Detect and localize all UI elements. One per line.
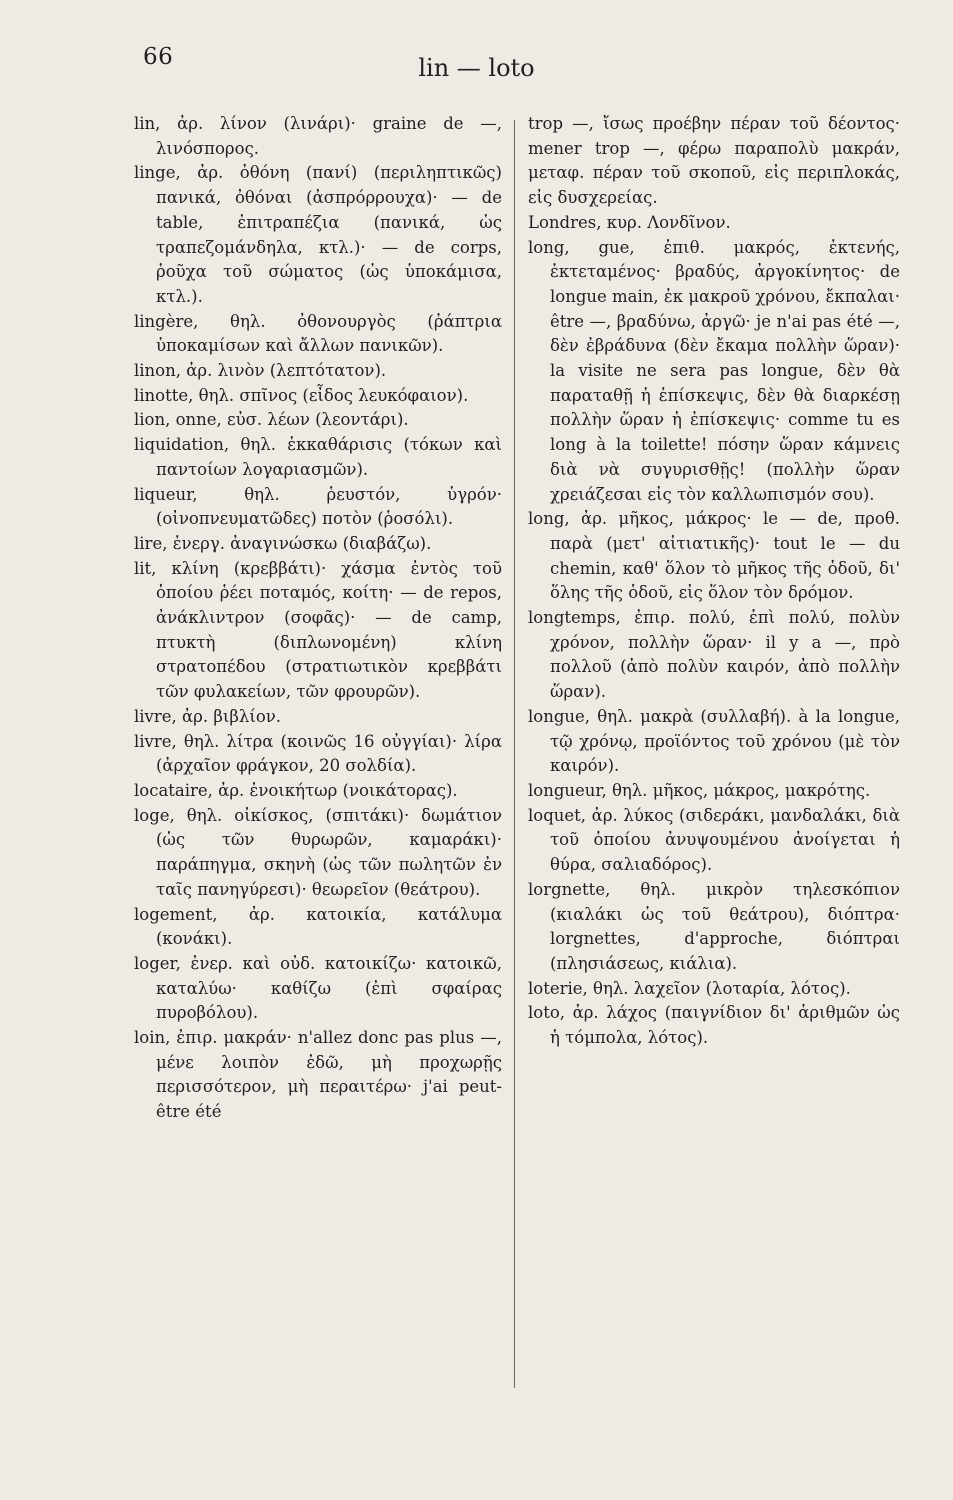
entry-loin: loin, ἐπιρ. μακράν· n'allez donc pas plus —, μένε λοιπὸν ἐδῶ, μὴ προχωρῇς περισσότερον, μὴ περαιτέρω· j'ai peut-être été xyxy=(134,1028,502,1122)
entry-lingere: lingère, θηλ. ὀθονουργὸς (ῥάπτρια ὑποκαμίσων καὶ ἄλλων πανικῶν). xyxy=(134,311,502,356)
entry-loto: loto, ἀρ. λάχος (παιγνίδιον δι' ἀριθμῶν ὡς ἡ τόμπολα, λότος). xyxy=(528,1003,900,1048)
page-number: 66 xyxy=(143,44,174,70)
entry-liquidation: liquidation, θηλ. ἐκκαθάρισις (τόκων καὶ παντοίων λογαριασμῶν). xyxy=(134,435,502,479)
entry-loterie: loterie, θηλ. λαχεῖον (λοταρία, λότος). xyxy=(528,978,851,998)
entry-liqueur: liqueur, θηλ. ῥευστόν, ὑγρόν· (οἰνοπνευματῶδες) ποτὸν (ῥοσόλι). xyxy=(134,484,502,529)
entry-linotte: linotte, θηλ. σπῖνος (εἶδος λευκόφαιον). xyxy=(134,385,469,405)
entry-logement: logement, ἀρ. κατοικία, κατάλυμα (κονάκι). xyxy=(134,904,502,949)
entry-lin: lin, ἀρ. λίνον (λινάρι)· graine de —, λινόσπορος. xyxy=(134,114,502,158)
entry-livre-m: livre, ἀρ. βιβλίον. xyxy=(134,706,282,726)
entry-linge: linge, ἀρ. ὀθόνη (πανί) (περιληπτικῶς) πανικά, ὀθόναι (ἀσπρόρρουχα)· — de table, ἐπιτραπέζια (πανικά, ὡς τραπεζομάνδηλα, κτλ.)· — de corps, ῥοῦχα τοῦ σώματος (ὡς ὑποκάμισα, κτλ.). xyxy=(134,163,502,306)
left-column xyxy=(134,112,502,1412)
right-column xyxy=(528,112,900,1412)
entry-lire: lire, ἐνεργ. ἀναγινώσκω (διαβάζω). xyxy=(134,533,432,553)
entry-londres: Londres, κυρ. Λονδῖνον. xyxy=(528,212,731,232)
entry-long-noun: long, ἀρ. μῆκος, μάκρος· le — de, προθ. παρὰ (μετ' αἰτιατικῆς)· tout le — du chemin, καθ' ὅλον τὸ μῆκος τῆς ὁδοῦ, δι' ὅλης τῆς ὁδοῦ, εἰς ὅλον τὸν δρόμον. xyxy=(528,509,900,603)
column-rule xyxy=(514,120,515,1388)
entry-long-adj: long, gue, ἐπιθ. μακρός, ἐκτενής, ἐκτεταμένος· βραδύς, ἀργοκίνητος· de longue main, ἐκ μακροῦ χρόνου, ἔκπαλαι· être —, βραδύνω, ἀργῶ· je n'ai pas été —, δὲν ἐβράδυνα (δὲν ἔκαμα πολλὴν ὥραν)· la visite ne sera pas longue, δὲν θὰ παραταθῇ ἡ ἐπίσκεψις, δὲν θὰ διαρκέσῃ πολλὴν ὥραν ἡ ἐπίσκεψις· comme tu es long à la toilette! πόσην ὥραν κάμνεις διὰ νὰ συγυρισθῇς! (πολλὴν ὥραν χρειάζεσαι εἰς τὸν καλλωπισμόν σου). xyxy=(528,237,900,504)
entry-longtemps: longtemps, ἐπιρ. πολύ, ἐπὶ πολύ, πολὺν χρόνον, πολλὴν ὥραν· il y a —, πρὸ πολλοῦ (ἀπὸ πολὺν καιρόν, ἀπὸ πολλὴν ὥραν). xyxy=(528,608,900,702)
entry-loge: loge, θηλ. οἰκίσκος, (σπιτάκι)· δωμάτιον (ὡς τῶν θυρωρῶν, καμαράκι)· παράπηγμα, σκηνὴ (ὡς τῶν πωλητῶν ἐν ταῖς πανηγύρεσι)· θεωρεῖον (θεάτρου). xyxy=(134,805,502,899)
entry-lorgnette: lorgnette, θηλ. μικρὸν τηλεσκόπιον (κιαλάκι ὡς τοῦ θεάτρου), διόπτρα· lorgnettes, d'approche, διόπτραι (πλησιάσεως, κιάλια). xyxy=(528,879,900,973)
entry-locataire: locataire, ἀρ. ἐνοικήτωρ (νοικάτορας). xyxy=(134,780,458,800)
entry-livre-f: livre, θηλ. λίτρα (κοινῶς 16 οὐγγίαι)· λίρα (ἀρχαῖον φράγκον, 20 σολδία). xyxy=(134,731,502,776)
entry-loin-continuation: trop —, ἴσως προέβην πέραν τοῦ δέοντος· mener trop —, φέρω παραπολὺ μακράν, μεταφ. πέραν τοῦ σκοποῦ, εἰς περιπλοκάς, εἰς δυσχερείας. xyxy=(528,114,900,208)
entry-lit: lit, κλίνη (κρεββάτι)· χάσμα ἐντὸς τοῦ ὁποίου ῥέει ποταμός, κοίτη· — de repos, ἀνάκλιντρον (σοφᾶς)· — de camp, πτυκτὴ (διπλωνομένη) κλίνη στρατοπέδου (στρατιωτικὸν κρεββάτι τῶν φυλακείων, τῶν φρουρῶν). xyxy=(134,558,502,702)
entry-longueur: longueur, θηλ. μῆκος, μάκρος, μακρότης. xyxy=(528,780,871,800)
entry-lion: lion, onne, εὐσ. λέων (λεοντάρι). xyxy=(134,410,409,430)
entry-loquet: loquet, ἀρ. λύκος (σιδεράκι, μανδαλάκι, διὰ τοῦ ὁποίου ἀνυψουμένου ἀνοίγεται ἡ θύρα, σαλιαδόρος). xyxy=(528,805,900,875)
entry-loger: loger, ἐνερ. καὶ οὐδ. κατοικίζω· κατοικῶ, καταλύω· καθίζω (ἐπὶ σφαίρας πυροβόλου). xyxy=(134,953,502,1023)
entry-linon: linon, ἀρ. λινὸν (λεπτότατον). xyxy=(134,361,387,381)
running-head: lin — loto xyxy=(418,54,535,82)
entry-longue: longue, θηλ. μακρὰ (συλλαβή). à la longue, τῷ χρόνῳ, προϊόντος τοῦ χρόνου (μὲ τὸν καιρόν). xyxy=(528,706,900,776)
